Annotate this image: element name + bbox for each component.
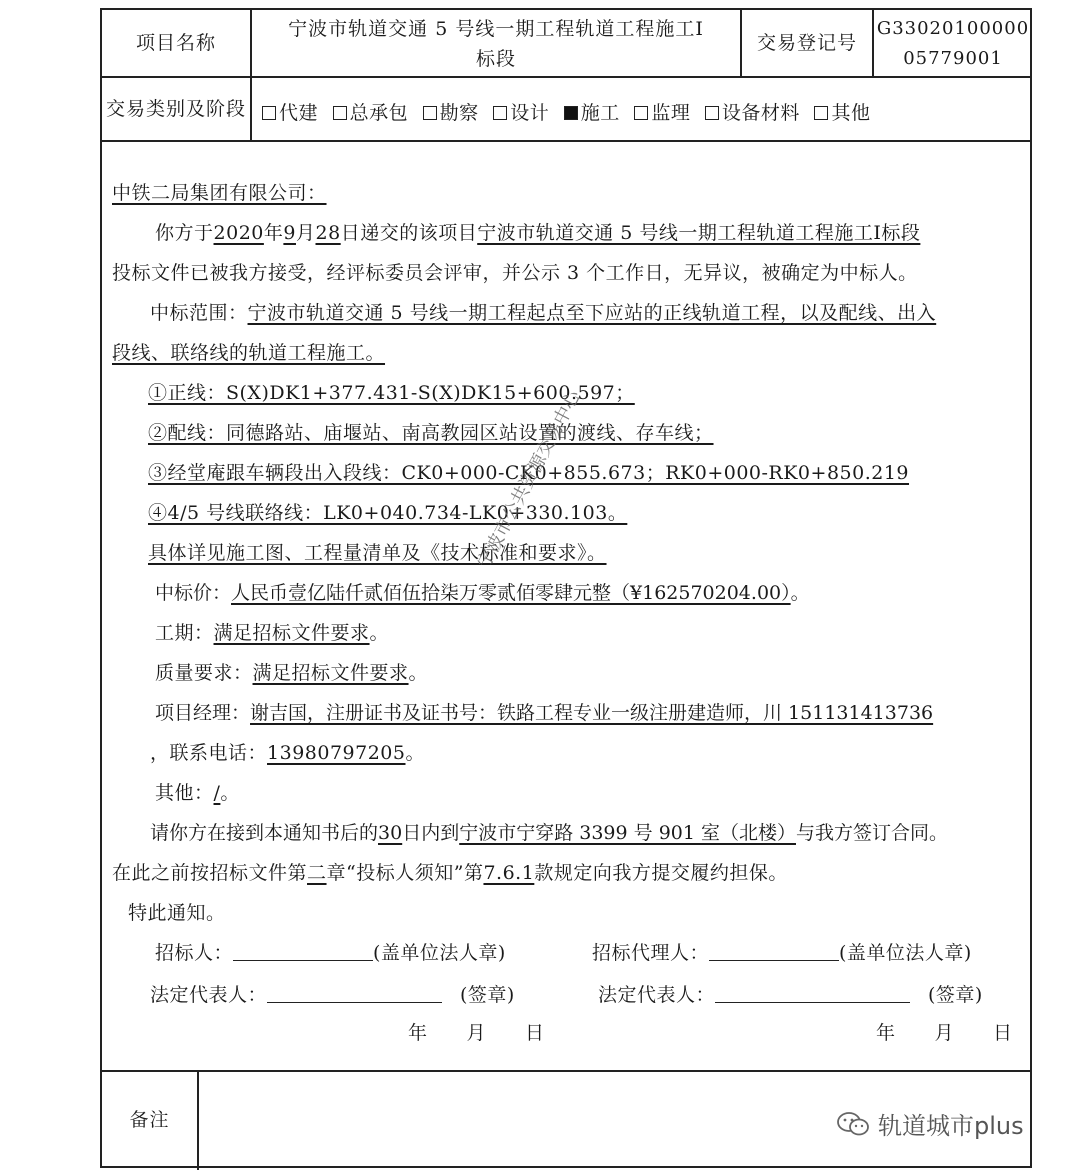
scope-line1: 中标范围：宁波市轨道交通 5 号线一期工程起点至下应站的正线轨道工程，以及配线、出入: [150, 302, 937, 324]
registration-line2: 05779001: [903, 48, 1003, 69]
option-sheji[interactable]: 设计: [493, 102, 549, 124]
watermark: [836, 1106, 1024, 1141]
signature-blank[interactable]: [709, 960, 839, 961]
option-zongchengbao[interactable]: 总承包: [333, 102, 409, 124]
project-name-value: [252, 12, 740, 76]
project-name-line1: 宁波市轨道交通 5 号线一期工程轨道工程施工Ⅰ: [288, 18, 704, 40]
guarantee-instruction: 在此之前按招标文件第二章“投标人须知”第7.6.1款规定向我方提交履约担保。: [112, 862, 788, 884]
watermark-text: 轨道城市plus: [878, 1112, 1024, 1140]
checkbox-icon: [634, 106, 648, 120]
project-manager-contact: ，联系电话：13980797205。: [150, 742, 426, 764]
notice-closing: 特此通知。: [128, 902, 226, 924]
scope-item-2: ②配线：同德路站、庙堰站、南高教园区站设置的渡线、存车线；: [148, 422, 714, 444]
project-name-label: 项目名称: [135, 32, 216, 54]
registration-value: [874, 12, 1032, 76]
bid-price: 中标价：人民币壹亿陆仟贰佰伍拾柒万零贰佰零肆元整（¥162570204.00）。: [155, 582, 810, 604]
registration-label: 交易登记号: [756, 32, 857, 54]
wechat-icon: [836, 1111, 870, 1137]
scope-detail: 具体详见施工图、工程量清单及《技术标准和要求》。: [148, 542, 607, 564]
option-jianli[interactable]: 监理: [634, 102, 690, 124]
other: 其他：/。: [155, 782, 240, 804]
signature-blank[interactable]: [233, 960, 373, 961]
scope-item-4: ④4/5 号线联络线：LK0+040.734-LK0+330.103。: [148, 502, 628, 524]
checkbox-icon: [423, 106, 437, 120]
legal-rep2-signature: 法定代表人： (签章): [598, 984, 983, 1006]
date-right: 年 月 日: [876, 1022, 1013, 1044]
checkbox-icon: [814, 106, 828, 120]
checkbox-checked-icon: [564, 106, 578, 120]
sign-instruction: 请你方在接到本通知书后的30日内到宁波市宁穿路 3399 号 901 室（北楼）与我方签订合同。: [150, 822, 949, 844]
option-daijian[interactable]: 代建: [262, 102, 318, 124]
option-shigong[interactable]: 施工: [564, 102, 620, 124]
col-divider: [250, 76, 252, 140]
checkbox-icon: [262, 106, 276, 120]
project-name-line2: 标段: [475, 48, 516, 70]
para-submission: 你方于2020年9月28日递交的该项目宁波市轨道交通 5 号线一期工程轨道工程施工Ⅰ标段: [155, 222, 921, 244]
scope-item-1: ①正线：S(X)DK1+377.431-S(X)DK15+600.597；: [148, 382, 635, 404]
signature-blank[interactable]: [715, 1002, 910, 1003]
tenderer-signature: 招标人： (盖单位法人章): [155, 942, 506, 964]
agent-signature: 招标代理人： (盖单位法人章): [592, 942, 972, 964]
checkbox-icon: [705, 106, 719, 120]
remarks-label: 备注: [129, 1109, 170, 1131]
registration-line1: G33020100000: [876, 18, 1030, 39]
scope-item-3: ③经堂庵跟车辆段出入段线：CK0+000-CK0+855.673；RK0+000-RK0+850.219: [148, 462, 910, 484]
option-shebeicailiao[interactable]: 设备材料: [705, 102, 800, 124]
signature-blank[interactable]: [267, 1002, 442, 1003]
scope-line2: 段线、联络线的轨道工程施工。: [112, 342, 386, 364]
legal-rep-signature: 法定代表人： (签章): [150, 984, 515, 1006]
official-stamp: 宁波市公共资源交易中心: [473, 387, 586, 572]
checkbox-icon: [493, 106, 507, 120]
option-kancha[interactable]: 勘察: [423, 102, 479, 124]
row-divider: [102, 140, 1030, 142]
para-submission-line2: 投标文件已被我方接受，经评标委员会评审，并公示 3 个工作日，无异议，被确定为中标人。: [112, 262, 918, 284]
category-options: [262, 98, 878, 125]
checkbox-icon: [333, 106, 347, 120]
col-divider: [197, 1070, 199, 1170]
date-left: 年 月 日: [408, 1022, 545, 1044]
quality-requirement: 质量要求：满足招标文件要求。: [155, 662, 429, 684]
category-label: 交易类别及阶段: [105, 98, 246, 120]
option-qita[interactable]: 其他: [814, 102, 870, 124]
addressee: 中铁二局集团有限公司：: [112, 182, 327, 204]
project-manager: 项目经理：谢吉国，注册证书及证书号：铁路工程专业一级注册建造师，川 151131413736: [155, 702, 934, 724]
row-divider: [102, 1070, 1030, 1072]
construction-period: 工期：满足招标文件要求。: [155, 622, 390, 644]
